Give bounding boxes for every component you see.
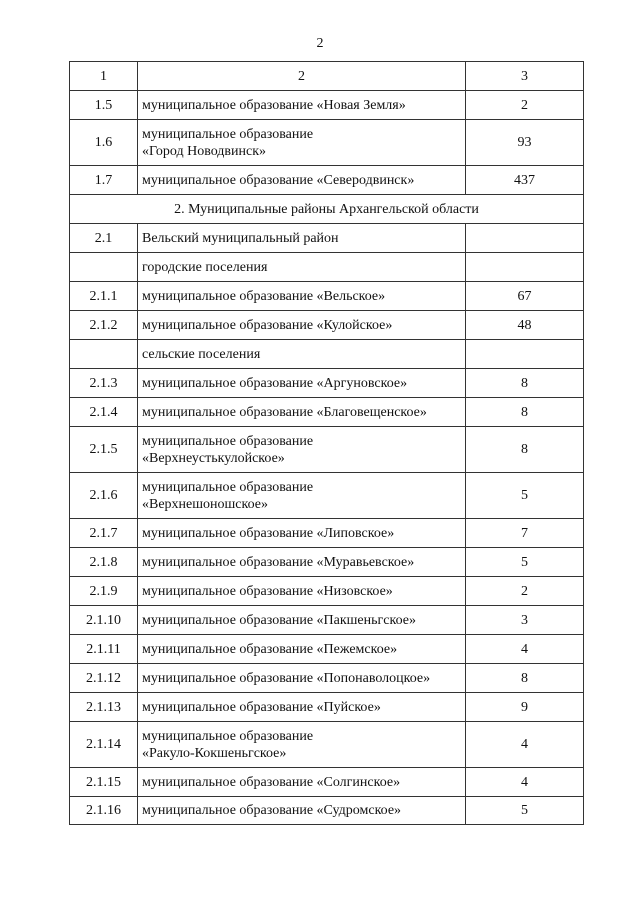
row-number: 2.1.16	[70, 797, 138, 825]
row-name: муниципальное образование «Низовское»	[138, 577, 466, 606]
row-number: 2.1.10	[70, 606, 138, 635]
row-name: Вельский муниципальный район	[138, 224, 466, 253]
row-name: муниципальное образование «Кулойское»	[138, 311, 466, 340]
row-number: 2.1	[70, 224, 138, 253]
row-name: сельские поселения	[138, 340, 466, 369]
row-number	[70, 340, 138, 369]
row-name: муниципальное образование «Благовещенское»	[138, 398, 466, 427]
row-number: 2.1.2	[70, 311, 138, 340]
row-name: муниципальное образование «Муравьевское»	[138, 548, 466, 577]
row-value: 3	[466, 606, 584, 635]
table-row	[70, 369, 584, 398]
row-name: муниципальное образование «Пежемское»	[138, 635, 466, 664]
table-row	[70, 427, 584, 473]
table-row	[70, 606, 584, 635]
row-name: муниципальное образование «Аргуновское»	[138, 369, 466, 398]
row-number: 2.1.13	[70, 693, 138, 722]
row-name: муниципальное образование «Вельское»	[138, 282, 466, 311]
page-number: 2	[316, 36, 324, 51]
row-number: 2.1.15	[70, 768, 138, 797]
table-row	[70, 253, 584, 282]
row-number: 2.1.11	[70, 635, 138, 664]
row-number	[70, 253, 138, 282]
row-name-line-2: «Город Новодвинск»	[142, 143, 267, 159]
row-name-line-1: муниципальное образование	[142, 728, 314, 744]
row-number: 1.5	[70, 91, 138, 120]
row-name-line-1: муниципальное образование	[142, 479, 314, 495]
row-value	[466, 253, 584, 282]
row-name	[138, 427, 466, 473]
table-row	[70, 635, 584, 664]
row-value: 4	[466, 635, 584, 664]
row-value: 4	[466, 722, 584, 768]
row-value	[466, 224, 584, 253]
row-name: муниципальное образование «Северодвинск»	[138, 166, 466, 195]
table-row	[70, 282, 584, 311]
column-header-1: 1	[70, 62, 138, 91]
row-value: 8	[466, 427, 584, 473]
table-row	[70, 664, 584, 693]
row-number: 2.1.14	[70, 722, 138, 768]
row-number: 2.1.6	[70, 473, 138, 519]
row-number: 2.1.12	[70, 664, 138, 693]
row-name: муниципальное образование «Попонаволоцкое»	[138, 664, 466, 693]
table-row	[70, 519, 584, 548]
row-number: 2.1.3	[70, 369, 138, 398]
row-value: 93	[466, 120, 584, 166]
row-name	[138, 120, 466, 166]
table-row	[70, 548, 584, 577]
row-value	[466, 340, 584, 369]
row-name: муниципальное образование «Солгинское»	[138, 768, 466, 797]
section-row	[70, 195, 584, 224]
row-value: 5	[466, 473, 584, 519]
row-value: 437	[466, 166, 584, 195]
table-row	[70, 722, 584, 768]
table-row	[70, 311, 584, 340]
row-name-line-2: «Верхнеустькулойское»	[142, 450, 285, 466]
row-name: муниципальное образование «Пакшеньгское»	[138, 606, 466, 635]
row-name: муниципальное образование «Пуйское»	[138, 693, 466, 722]
row-name-line-1: муниципальное образование	[142, 433, 314, 449]
table-row	[70, 693, 584, 722]
column-header-3: 3	[466, 62, 584, 91]
row-number: 2.1.8	[70, 548, 138, 577]
row-value: 67	[466, 282, 584, 311]
row-name: муниципальное образование «Новая Земля»	[138, 91, 466, 120]
row-name-line-2: «Верхнешоношское»	[142, 496, 268, 512]
row-value: 2	[466, 577, 584, 606]
row-name: муниципальное образование «Липовское»	[138, 519, 466, 548]
row-number: 1.7	[70, 166, 138, 195]
table-row	[70, 166, 584, 195]
column-header-2: 2	[138, 62, 466, 91]
row-value: 9	[466, 693, 584, 722]
row-value: 8	[466, 664, 584, 693]
table-row	[70, 398, 584, 427]
table-row	[70, 797, 584, 825]
section-title: 2. Муниципальные районы Архангельской области	[70, 195, 584, 224]
row-name-line-2: «Ракуло-Кокшеньгское»	[142, 745, 287, 761]
table-row	[70, 768, 584, 797]
table-header-row	[70, 62, 584, 91]
row-value: 2	[466, 91, 584, 120]
row-name: городские поселения	[138, 253, 466, 282]
row-value: 5	[466, 797, 584, 825]
table-row	[70, 577, 584, 606]
row-name	[138, 722, 466, 768]
row-name-line-1: муниципальное образование	[142, 126, 314, 142]
row-number: 2.1.4	[70, 398, 138, 427]
row-number: 2.1.9	[70, 577, 138, 606]
row-value: 5	[466, 548, 584, 577]
row-number: 2.1.1	[70, 282, 138, 311]
row-name	[138, 473, 466, 519]
table-row	[70, 120, 584, 166]
row-number: 2.1.5	[70, 427, 138, 473]
row-number: 1.6	[70, 120, 138, 166]
row-number: 2.1.7	[70, 519, 138, 548]
allocation-table	[69, 61, 584, 825]
row-value: 48	[466, 311, 584, 340]
table-row	[70, 91, 584, 120]
table-row	[70, 224, 584, 253]
row-value: 4	[466, 768, 584, 797]
table-row	[70, 473, 584, 519]
row-name: муниципальное образование «Судромское»	[138, 797, 466, 825]
row-value: 7	[466, 519, 584, 548]
table-row	[70, 340, 584, 369]
row-value: 8	[466, 369, 584, 398]
row-value: 8	[466, 398, 584, 427]
